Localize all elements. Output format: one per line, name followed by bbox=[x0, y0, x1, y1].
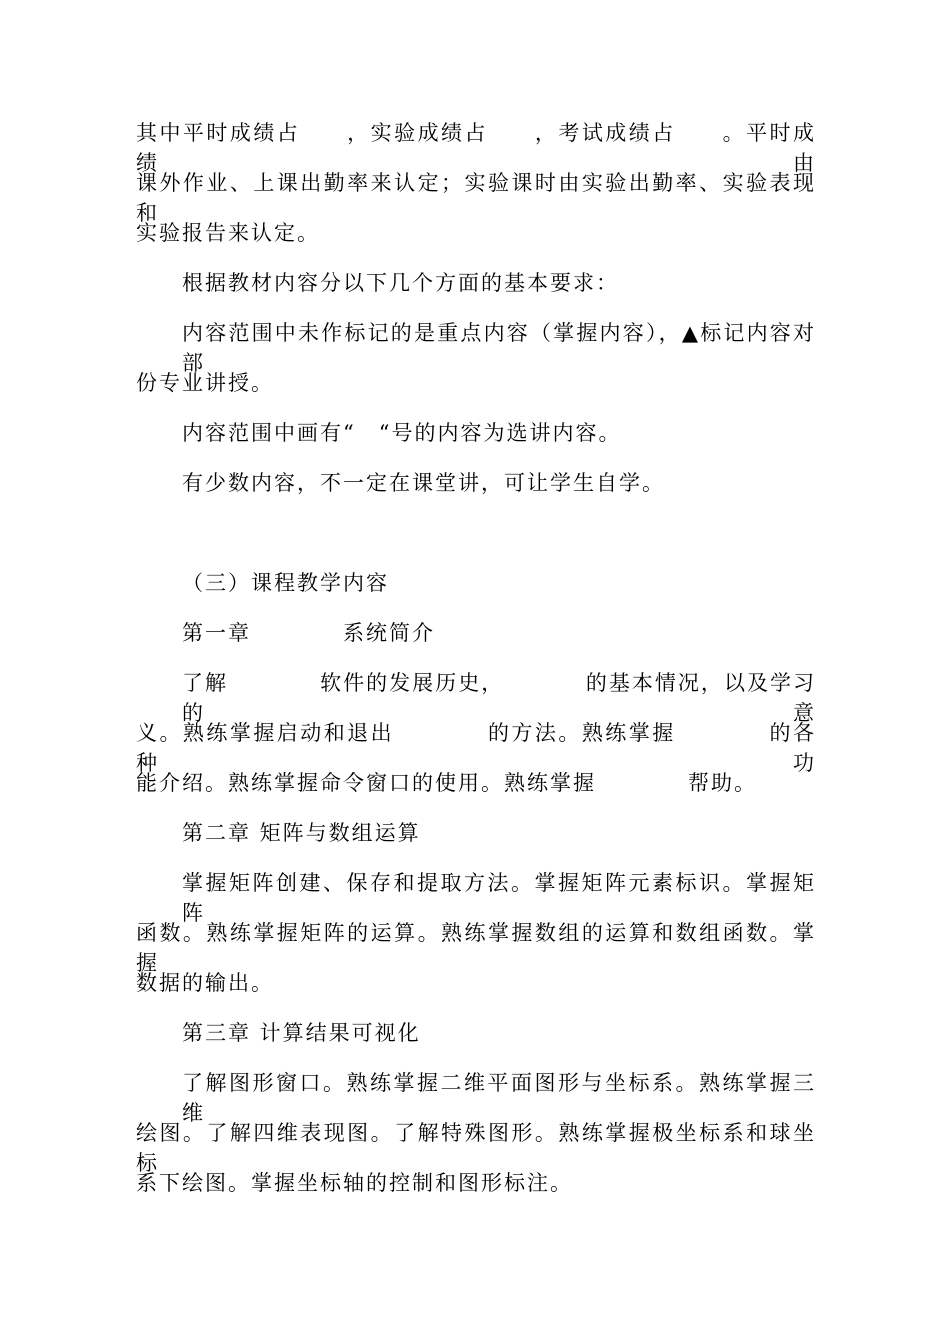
optional-content-note: 内容范围中画有“ “号的内容为选讲内容。 bbox=[182, 421, 622, 445]
chapter-1-heading: 第一章 系统简介 bbox=[182, 621, 435, 645]
chapter-3-line-3: 系下绘图。掌握坐标轴的控制和图形标注。 bbox=[136, 1171, 573, 1195]
chapter-3-heading: 第三章 计算结果可视化 bbox=[182, 1021, 421, 1045]
chapter-1-line-2: 义。熟练掌握启动和退出 的方法。熟练掌握 的各种功 bbox=[136, 721, 816, 775]
chapter-3-line-1: 了解图形窗口。熟练掌握二维平面图形与坐标系。熟练掌握三维 bbox=[182, 1071, 816, 1125]
marking-note-line-1: 内容范围中未作标记的是重点内容（掌握内容），▲标记内容对部 bbox=[182, 321, 816, 375]
grading-line-3: 实验报告来认定。 bbox=[136, 221, 320, 245]
chapter-1-line-3: 能介绍。熟练掌握命令窗口的使用。熟练掌握 帮助。 bbox=[136, 771, 757, 795]
chapter-2-line-2: 函数。熟练掌握矩阵的运算。熟练掌握数组的运算和数组函数。掌握 bbox=[136, 921, 816, 975]
marking-note-line-2: 份专业讲授。 bbox=[136, 371, 274, 395]
self-study-note: 有少数内容，不一定在课堂讲，可让学生自学。 bbox=[182, 471, 665, 495]
chapter-1-line-1: 了解 软件的发展历史， 的基本情况，以及学习的意 bbox=[182, 671, 816, 725]
grading-line-1: 其中平时成绩占 ，实验成绩占 ，考试成绩占 。平时成绩由 bbox=[136, 121, 816, 175]
chapter-2-line-1: 掌握矩阵创建、保存和提取方法。掌握矩阵元素标识。掌握矩阵 bbox=[182, 871, 816, 925]
chapter-3-line-2: 绘图。了解四维表现图。了解特殊图形。熟练掌握极坐标系和球坐标 bbox=[136, 1121, 816, 1175]
chapter-2-line-3: 数据的输出。 bbox=[136, 971, 274, 995]
section-heading: （三）课程教学内容 bbox=[182, 571, 389, 595]
grading-line-2: 课外作业、上课出勤率来认定；实验课时由实验出勤率、实验表现和 bbox=[136, 171, 816, 225]
requirements-intro: 根据教材内容分以下几个方面的基本要求： bbox=[182, 271, 619, 295]
chapter-2-heading: 第二章 矩阵与数组运算 bbox=[182, 821, 421, 845]
